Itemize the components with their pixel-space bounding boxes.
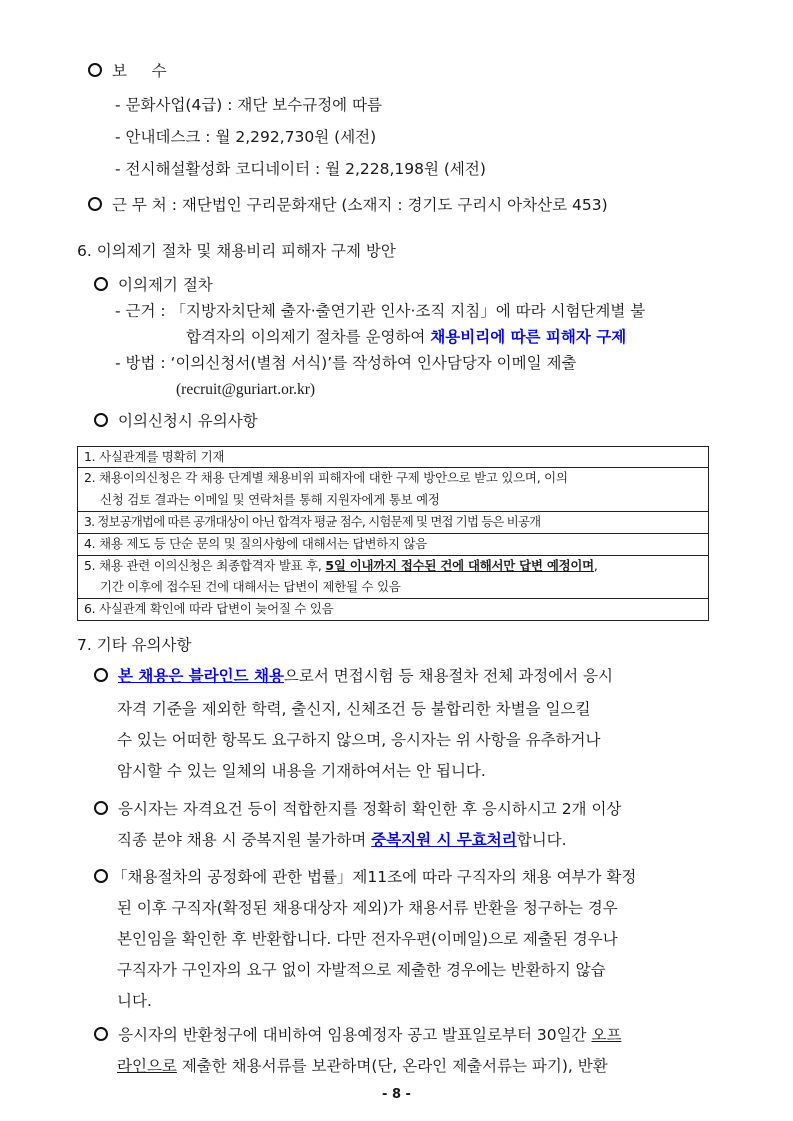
notice-item-5b: 기간 이후에 접수된 건에 대해서는 답변이 제한될 수 있음 <box>100 579 401 594</box>
workplace: 근 무 처 : 재단법인 구리문화재단 (소재지 : 경기도 구리시 아차산로 453) <box>88 194 608 216</box>
section6-title: 6. 이의제기 절차 및 채용비리 피해자 구제 방안 <box>77 242 396 260</box>
duplicate-line-1: 응시자는 자격요건 등이 적합한지를 정확히 확인한 후 응시하시고 2개 이상 <box>94 798 621 820</box>
duplicate-line-2: 직종 분야 채용 시 중복지원 불가하며 중복지원 시 무효처리합니다. <box>117 831 567 849</box>
method-line-1: - 방법 : ‘이의신청서(별첨 서식)’를 작성하여 인사담당자 이메일 제출 <box>115 354 577 372</box>
return-docs-line-5: 니다. <box>117 992 152 1010</box>
circle-bullet-icon <box>94 413 108 427</box>
notice-item-2b: 신청 검토 결과는 이메일 및 연락처를 통해 지원자에게 통보 예정 <box>100 492 440 507</box>
return-docs-line-2: 된 이후 구직자(확정된 채용대상자 제외)가 채용서류 반환을 청구하는 경우 <box>117 899 618 917</box>
pay-item-coordinator: - 전시해설활성화 코디네이터 : 월 2,228,198원 (세전) <box>115 160 486 178</box>
notice-item-1: 1. 사실관계를 명확히 기재 <box>84 449 225 464</box>
return-docs-line-4: 구직자가 구인자의 요구 없이 자발적으로 제출한 경우에는 반환하지 않습 <box>117 961 606 979</box>
basis-line-2: 합격자의 이의제기 절차를 운영하여 채용비리에 따른 피해자 구제 <box>186 328 627 346</box>
pay-item-infodesk: - 안내데스크 : 월 2,292,730원 (세전) <box>115 128 377 146</box>
offline-emphasis-2: 라인으로 <box>117 1057 177 1075</box>
duplicate-invalid-emphasis: 중복지원 시 무효처리 <box>371 831 517 849</box>
blind-hiring-line-4: 암시할 수 있는 일체의 내용을 기재하여서는 안 됩니다. <box>117 762 486 780</box>
circle-bullet-icon <box>94 801 108 815</box>
victim-relief-emphasis: 채용비리에 따른 피해자 구제 <box>430 328 627 346</box>
blind-hiring-line-2: 자격 기준을 제외한 학력, 출신지, 신체조건 등 불합리한 차별을 일으킬 <box>117 700 591 718</box>
circle-bullet-icon <box>94 668 108 682</box>
circle-bullet-icon <box>94 869 108 883</box>
basis-line-1: - 근거 : 「지방자치단체 출자·출연기관 인사·조직 지침」에 따라 시험단계별 불 <box>115 302 646 320</box>
five-day-emphasis: 5일 이내까지 접수된 건에 대해서만 답변 예정이며 <box>325 558 594 573</box>
circle-bullet-icon <box>94 277 108 291</box>
pay-heading: 보 수 <box>88 60 167 82</box>
circle-bullet-icon <box>88 197 102 211</box>
notice-item-3: 3. 정보공개법에 따른 공개대상이 아닌 합격자 평균 점수, 시험문제 및 면접 기법 등은 비공개 <box>84 514 541 529</box>
notice-item-5a: 5. 채용 관련 이의신청은 최종합격자 발표 후, 5일 이내까지 접수된 건에 대해서만 답변 예정이며, <box>84 558 598 573</box>
storage-line-2: 라인으로 제출한 채용서류를 보관하며(단, 온라인 제출서류는 파기), 반환 <box>117 1057 608 1075</box>
notice-item-4: 4. 채용 제도 등 단순 문의 및 질의사항에 대해서는 답변하지 않음 <box>84 536 428 551</box>
blind-hiring-emphasis: 본 채용은 블라인드 채용 <box>118 667 284 685</box>
return-docs-line-3: 본인임을 확인한 후 반환합니다. 다만 전자우편(이메일)으로 제출된 경우나 <box>117 930 618 948</box>
return-docs-line-1: 「채용절차의 공정화에 관한 법률」제11조에 따라 구직자의 채용 여부가 확정 <box>94 866 636 888</box>
blind-hiring-line-1: 본 채용은 블라인드 채용으로서 면접시험 등 채용절차 전체 과정에서 응시 <box>94 665 613 687</box>
section7-title: 7. 기타 유의사항 <box>77 636 192 654</box>
circle-bullet-icon <box>94 1027 108 1041</box>
offline-emphasis-1: 오프 <box>591 1026 622 1044</box>
notice-heading: 이의신청시 유의사항 <box>94 410 258 432</box>
storage-line-1: 응시자의 반환청구에 대비하여 임용예정자 공고 발표일로부터 30일간 오프 <box>94 1024 621 1046</box>
circle-bullet-icon <box>88 63 102 77</box>
notice-item-6: 6. 사실관계 확인에 따라 답변이 늦어질 수 있음 <box>84 601 334 616</box>
recruit-email: (recruit@guriart.or.kr) <box>176 381 316 398</box>
blind-hiring-line-3: 수 있는 어떠한 항목도 요구하지 않으며, 응시자는 위 사항을 유추하거나 <box>117 731 601 749</box>
pay-item-culture: - 문화사업(4급) : 재단 보수규정에 따름 <box>115 96 383 114</box>
notice-item-2a: 2. 채용이의신청은 각 채용 단계별 채용비위 피해자에 대한 구제 방안으로 받고 있으며, 이의 <box>84 470 568 485</box>
page-number: - 8 - <box>382 1087 411 1102</box>
procedure-heading: 이의제기 절차 <box>94 274 213 296</box>
notice-box <box>77 446 709 621</box>
